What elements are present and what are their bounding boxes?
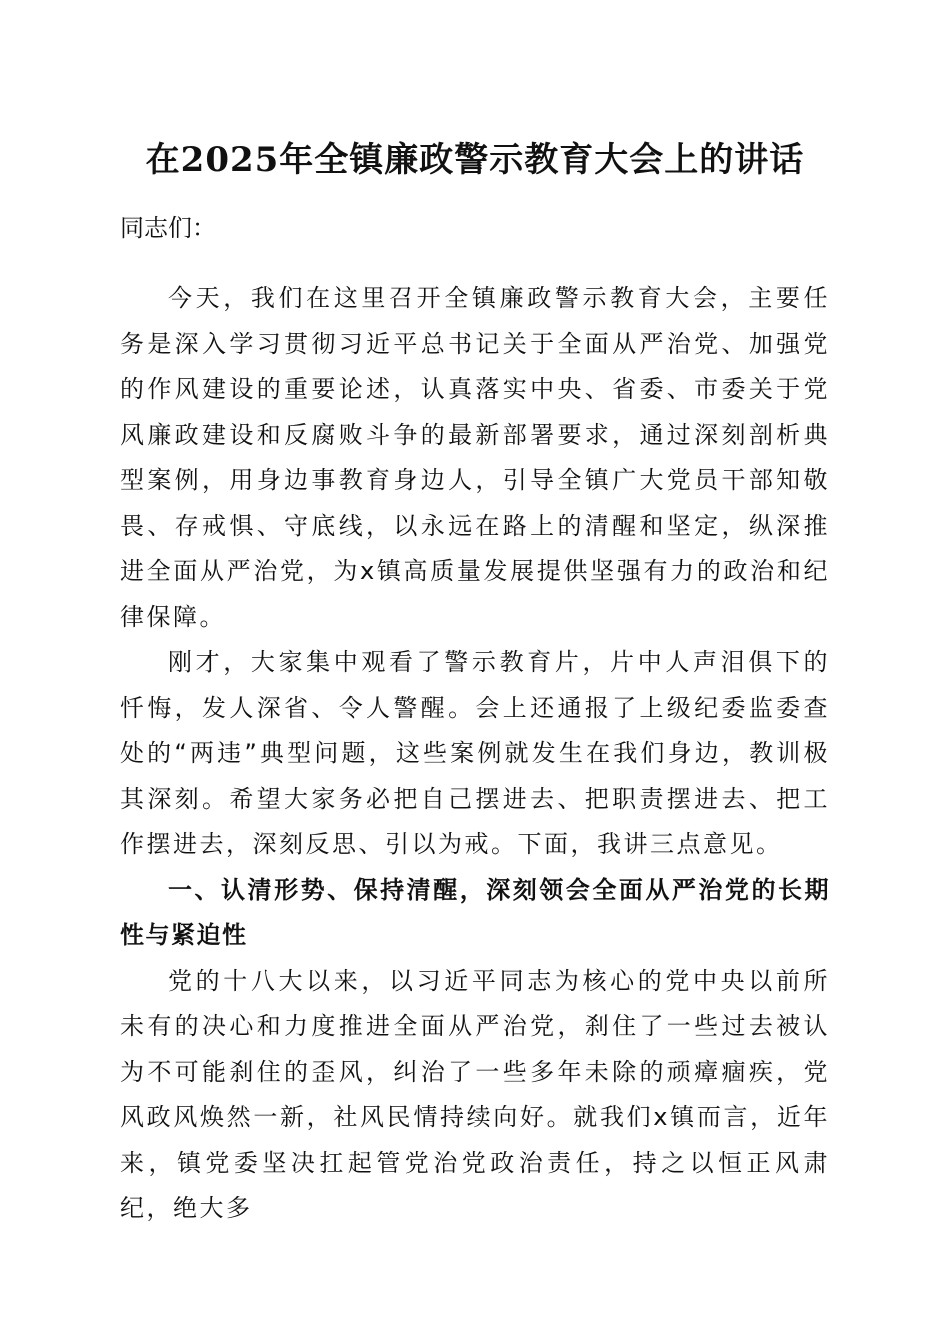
document-body: [120, 276, 830, 1232]
paragraph-warning-film: 刚才，大家集中观看了警示教育片，片中人声泪俱下的忏悔，发人深省、令人警醒。会上还通报了上级纪委监委查处的“两违”典型问题，这些案例就发生在我们身边，教训极其深刻。希望大家务必把自己摆进去、把职责摆进去、把工作摆进去，深刻反思、引以为戒。下面，我讲三点意见。: [120, 648, 830, 858]
paragraph-opening: 今天，我们在这里召开全镇廉政警示教育大会，主要任务是深入学习贯彻习近平总书记关于全面从严治党、加强党的作风建设的重要论述，认真落实中央、省委、市委关于党风廉政建设和反腐败斗争的最新部署要求，通过深刻剖析典型案例，用身边事教育身边人，引导全镇广大党员干部知敬畏、存戒惧、守底线，以永远在路上的清醒和坚定，纵深推进全面从严治党，为x镇高质量发展提供坚强有力的政治和纪律保障。: [120, 284, 830, 631]
salutation: 同志们：: [120, 214, 216, 242]
paragraph-section-one: 党的十八大以来，以习近平同志为核心的党中央以前所未有的决心和力度推进全面从严治党，刹住了一些过去被认为不可能刹住的歪风，纠治了一些多年未除的顽瘴痼疾，党风政风焕然一新，社风民情持续向好。就我们x镇而言，近年来，镇党委坚决扛起管党治党政治责任，持之以恒正风肃纪，绝大多: [120, 966, 830, 1222]
section-heading-one: 一、认清形势、保持清醒，深刻领会全面从严治党的长期性与紧迫性: [120, 875, 830, 949]
document-title: 在2025年全镇廉政警示教育大会上的讲话: [145, 140, 805, 180]
